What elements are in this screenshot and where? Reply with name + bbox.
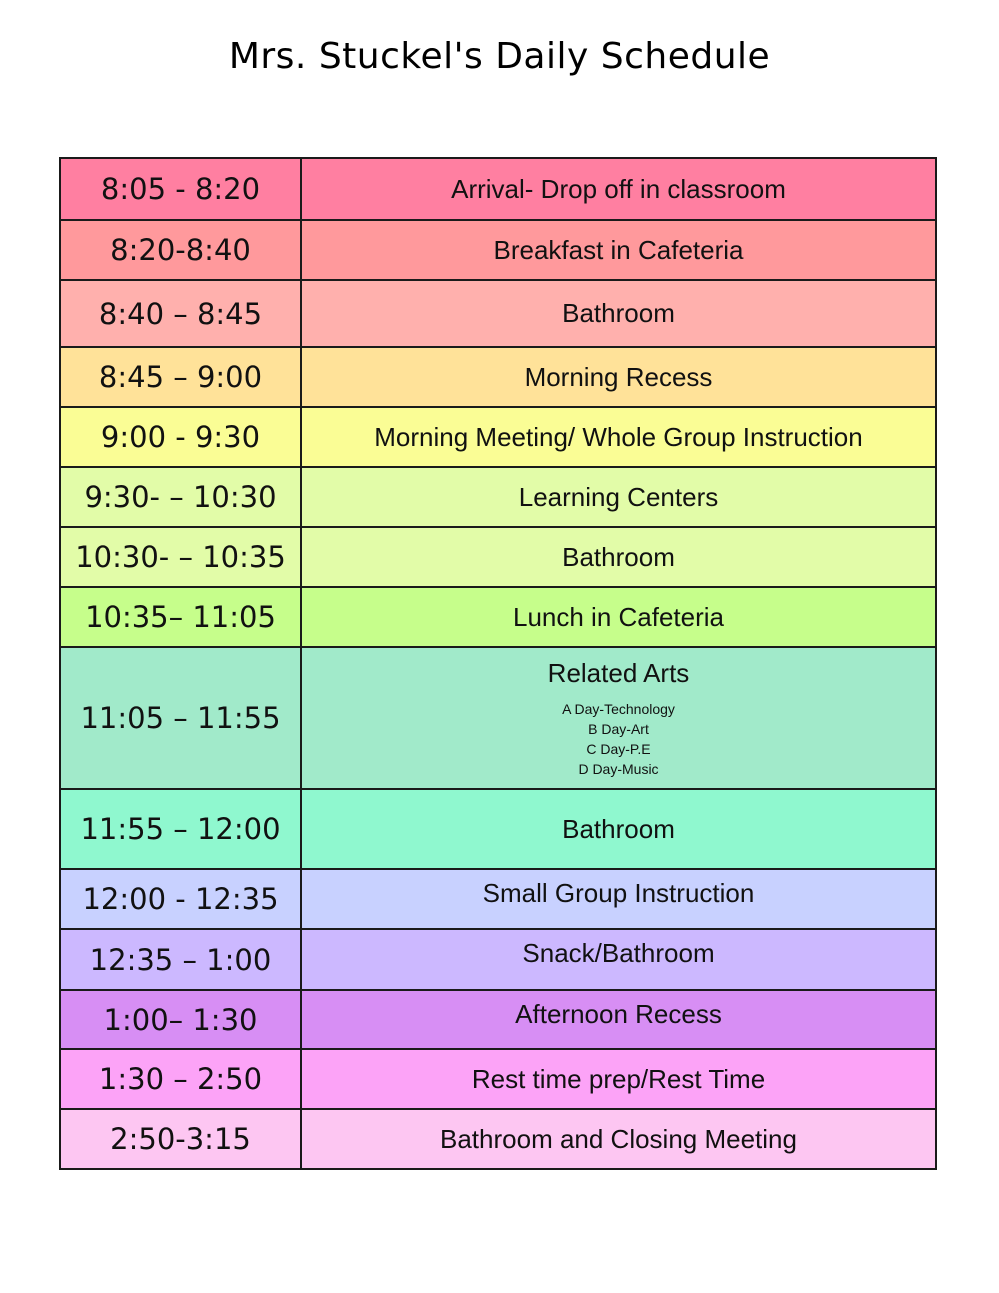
schedule-row: [61, 1108, 935, 1168]
schedule-row: [61, 279, 935, 346]
activity-cell: Bathroom: [562, 541, 675, 572]
activity-cell: Small Group Instruction: [482, 878, 755, 908]
time-cell: 9:00 - 9:30: [61, 408, 302, 466]
activity-cell: Rest time prep/Rest Time: [471, 1063, 766, 1094]
schedule-row: [61, 406, 935, 466]
schedule-row: [61, 788, 935, 868]
time-cell: 8:05 - 8:20: [61, 159, 302, 219]
schedule-row: [61, 646, 935, 788]
activity-cell: Lunch in Cafeteria: [512, 601, 725, 632]
schedule-table: [59, 157, 937, 1170]
activity-cell: Bathroom: [562, 813, 675, 844]
activity-detail: B Day-Art: [588, 720, 649, 737]
time-cell: 11:05 – 11:55: [61, 648, 302, 788]
activity-cell: Afternoon Recess: [515, 999, 722, 1029]
schedule-row: [61, 219, 935, 279]
activity-cell: [302, 648, 935, 788]
schedule-row: [61, 526, 935, 586]
activity-cell: Morning Recess: [524, 361, 713, 392]
time-cell: 12:35 – 1:00: [61, 930, 302, 989]
time-cell: 1:00– 1:30: [61, 991, 302, 1048]
schedule-row: [61, 1048, 935, 1108]
activity-detail: D Day-Music: [578, 760, 659, 777]
activity-cell: Snack/Bathroom: [522, 938, 715, 968]
time-cell: 8:20-8:40: [61, 221, 302, 279]
activity-cell: Bathroom: [562, 298, 675, 328]
time-cell: 1:30 – 2:50: [61, 1050, 302, 1108]
schedule-row: [61, 159, 935, 219]
schedule-row: [61, 989, 935, 1048]
activity-cell: Breakfast in Cafeteria: [493, 234, 744, 265]
time-cell: 8:45 – 9:00: [61, 348, 302, 406]
activity-label: Related Arts: [547, 657, 690, 688]
page-title: Mrs. Stuckel's Daily Schedule: [228, 36, 771, 77]
time-cell: 8:40 – 8:45: [61, 281, 302, 346]
activity-cell: Morning Meeting/ Whole Group Instruction: [374, 421, 863, 452]
schedule-row: [61, 868, 935, 928]
time-cell: 9:30- – 10:30: [61, 468, 302, 526]
time-cell: 12:00 - 12:35: [61, 870, 302, 928]
time-cell: 10:35– 11:05: [61, 588, 302, 646]
activity-cell: Arrival- Drop off in classroom: [451, 173, 786, 204]
activity-cell: Learning Centers: [518, 481, 719, 512]
activity-cell: Bathroom and Closing Meeting: [440, 1123, 797, 1154]
time-cell: 10:30- – 10:35: [61, 528, 302, 586]
activity-detail: C Day-P.E: [586, 740, 651, 757]
schedule-row: [61, 928, 935, 989]
schedule-row: [61, 346, 935, 406]
schedule-row: [61, 586, 935, 646]
schedule-row: [61, 466, 935, 526]
activity-detail: A Day-Technology: [562, 700, 675, 717]
time-cell: 2:50-3:15: [61, 1110, 302, 1168]
time-cell: 11:55 – 12:00: [61, 790, 302, 868]
